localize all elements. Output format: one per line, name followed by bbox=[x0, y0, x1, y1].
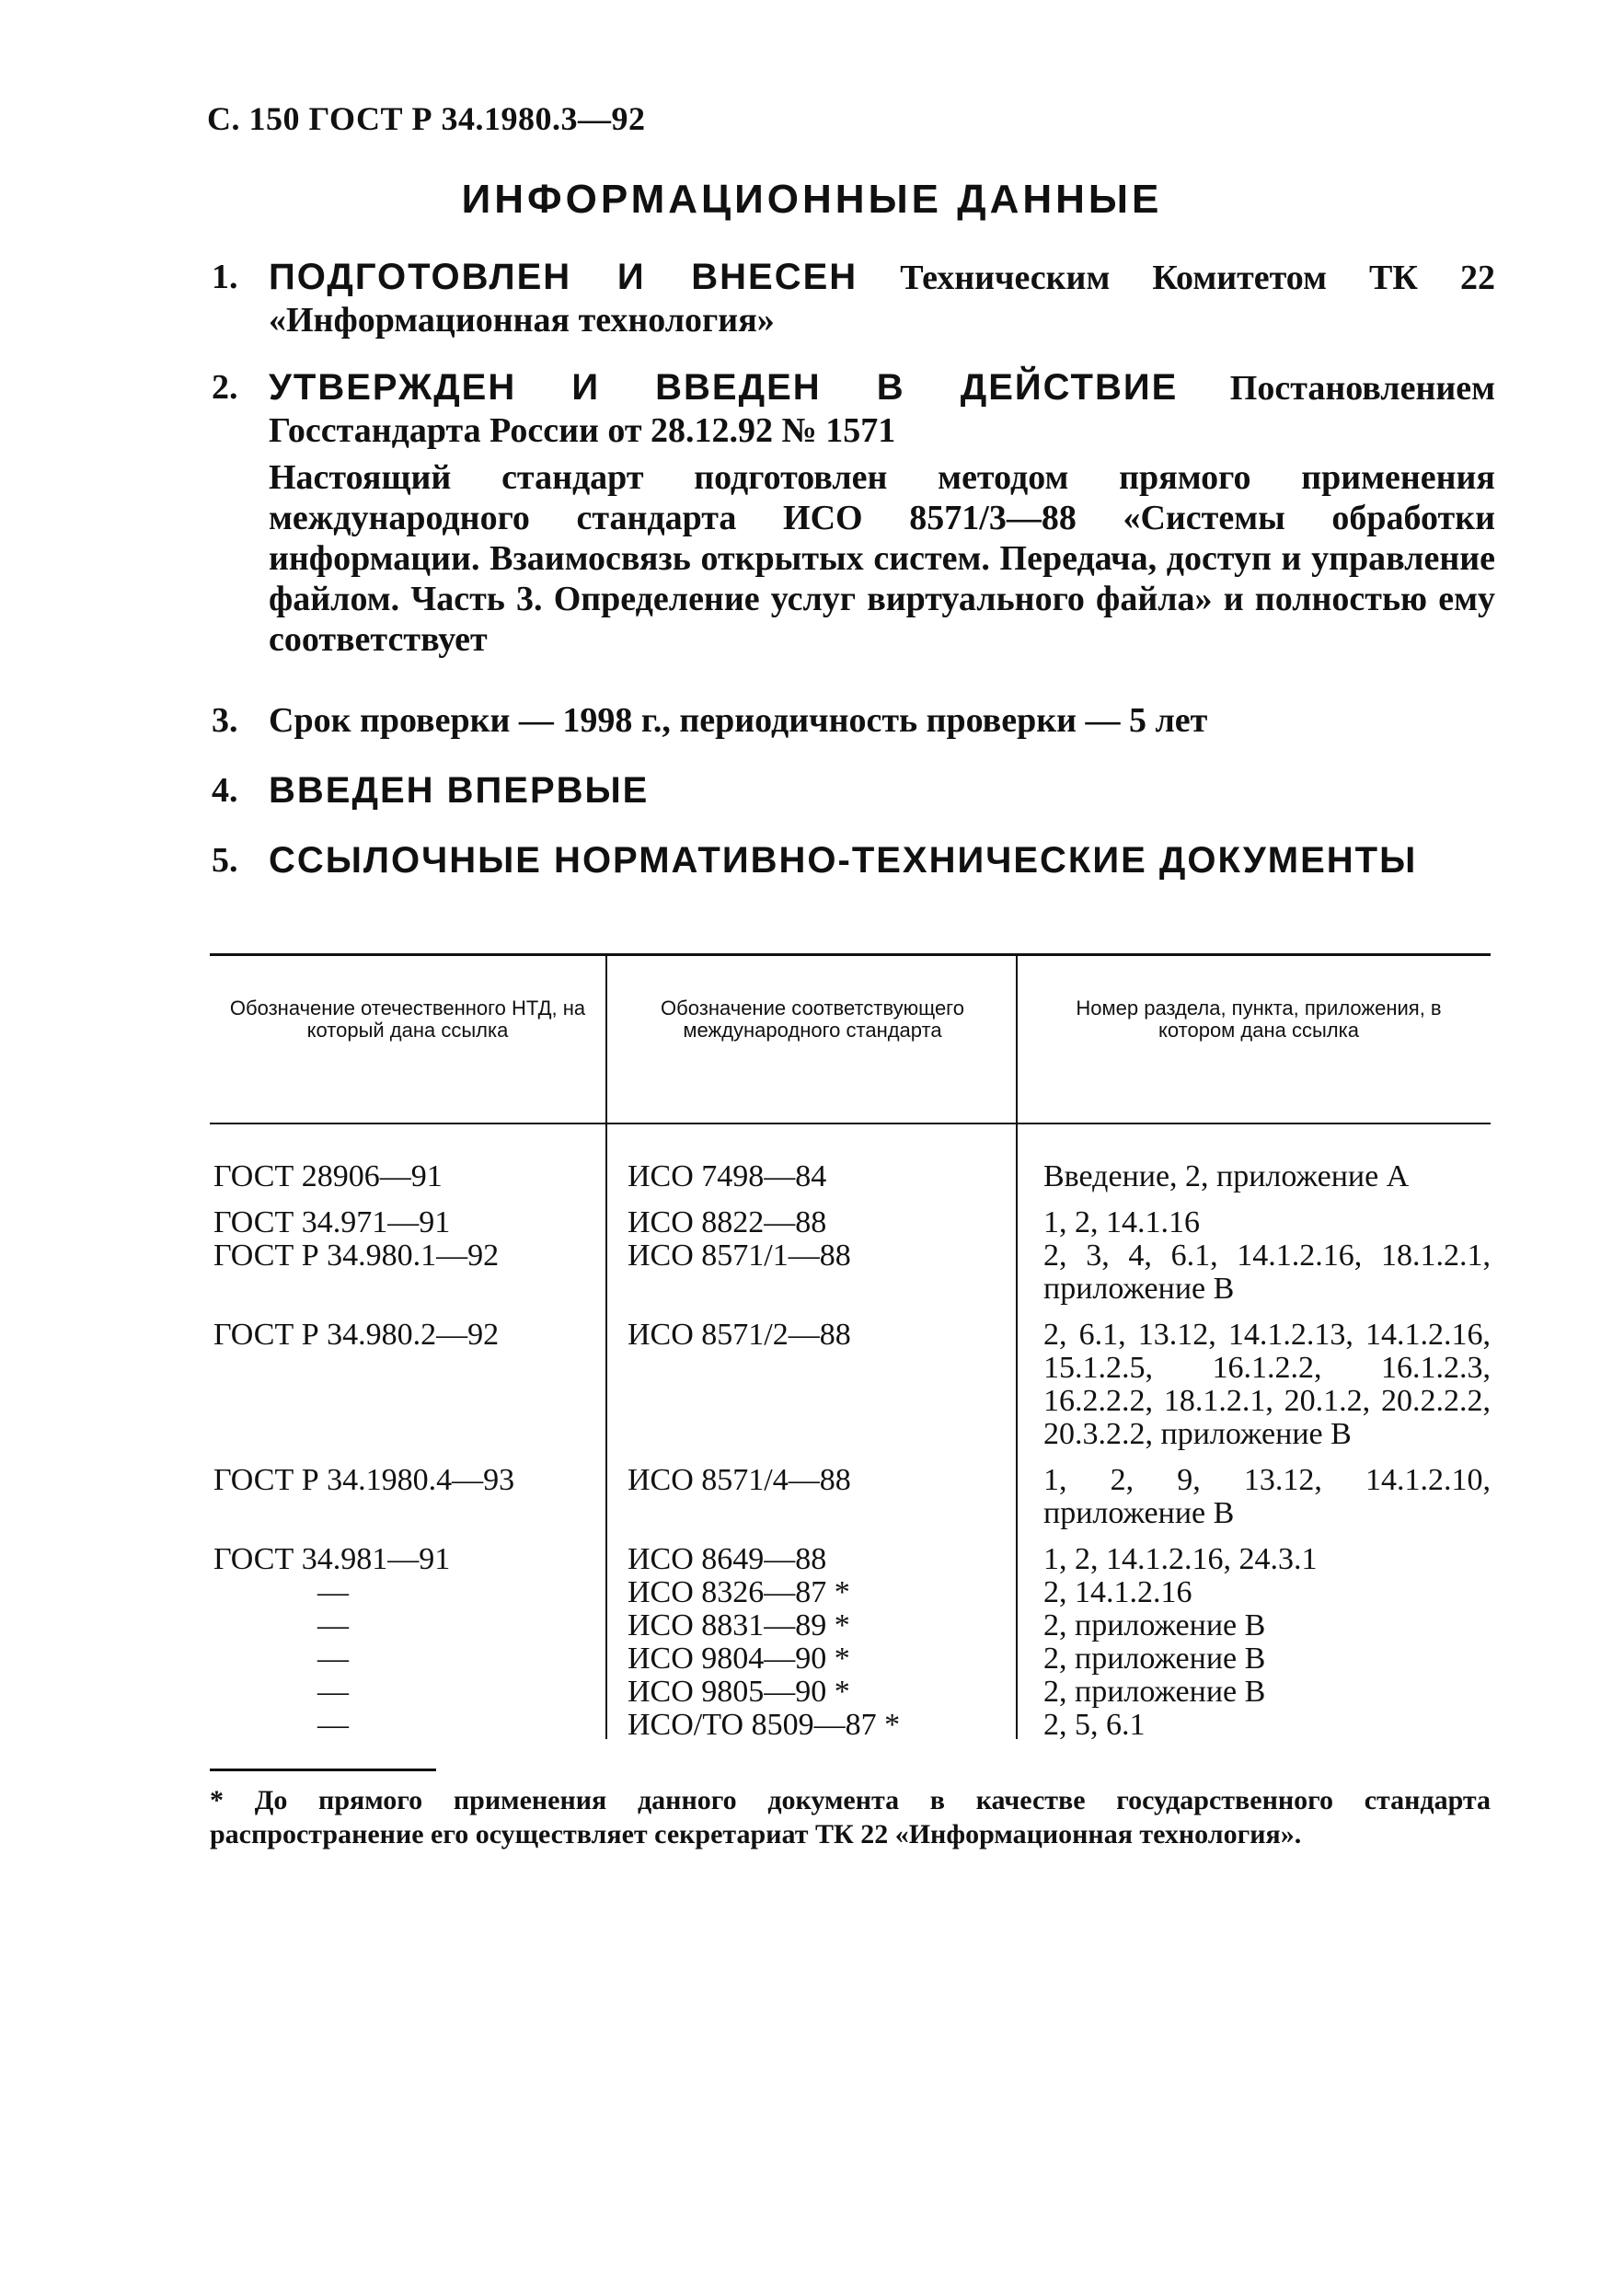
table-cell-ref: 1, 2, 9, 13.12, 14.1.2.10, приложение В bbox=[1043, 1463, 1491, 1530]
table-cell-gost: — bbox=[317, 1708, 349, 1742]
table-cell-gost: ГОСТ 34.971—91 bbox=[213, 1205, 451, 1239]
table-cell-ref: 2, приложение В bbox=[1043, 1642, 1266, 1676]
table-header-rule bbox=[210, 1123, 1491, 1124]
item-lead: ССЫЛОЧНЫЕ НОРМАТИВНО-ТЕХНИЧЕСКИЕ ДОКУМЕНТЫ bbox=[269, 840, 1418, 881]
table-row bbox=[210, 1576, 1491, 1609]
item-number: 5. bbox=[212, 841, 238, 880]
table-header-international: Обозначение соответствующего международного стандарта bbox=[661, 997, 964, 1042]
table-cell-iso: ИСО/ТО 8509—87 * bbox=[628, 1708, 901, 1742]
item-lead: ПОДГОТОВЛЕН И ВНЕСЕН bbox=[269, 257, 858, 297]
table-row bbox=[210, 1609, 1491, 1642]
table-cell-gost: — bbox=[317, 1642, 349, 1676]
item-text: Срок проверки — 1998 г., периодичность проверки — 5 лет bbox=[269, 701, 1208, 740]
table-row bbox=[210, 1160, 1491, 1193]
item-lead: ВВЕДЕН ВПЕРВЫЕ bbox=[269, 770, 650, 811]
table-cell-iso: ИСО 8571/4—88 bbox=[628, 1463, 851, 1497]
running-header: С. 150 ГОСТ Р 34.1980.3—92 bbox=[207, 100, 646, 137]
table-cell-ref: 2, 14.1.2.16 bbox=[1043, 1575, 1192, 1609]
item-number: 4. bbox=[212, 771, 238, 810]
footnote-rule bbox=[210, 1769, 436, 1771]
info-item-3 bbox=[212, 699, 1495, 742]
table-row bbox=[210, 1206, 1491, 1239]
reference-table bbox=[210, 953, 1491, 1742]
table-cell-gost: ГОСТ 28906—91 bbox=[213, 1159, 443, 1193]
table-cell-ref: 2, 5, 6.1 bbox=[1043, 1708, 1146, 1742]
table-cell-iso: ИСО 7498—84 bbox=[628, 1159, 827, 1193]
table-row bbox=[210, 1319, 1491, 1451]
table-row bbox=[210, 1709, 1491, 1742]
table-row bbox=[210, 1642, 1491, 1676]
item-number: 3. bbox=[212, 701, 238, 740]
info-item-2 bbox=[212, 366, 1495, 660]
table-cell-gost: — bbox=[317, 1608, 349, 1642]
table-cell-gost: ГОСТ Р 34.980.2—92 bbox=[213, 1318, 500, 1352]
table-cell-ref: 2, 3, 4, 6.1, 14.1.2.16, 18.1.2.1, приложение В bbox=[1043, 1239, 1491, 1306]
table-cell-ref: 1, 2, 14.1.16 bbox=[1043, 1205, 1200, 1239]
table-cell-iso: ИСО 8822—88 bbox=[628, 1205, 827, 1239]
table-cell-gost: ГОСТ Р 34.1980.4—93 bbox=[213, 1463, 515, 1497]
table-header-section: Номер раздела, пункта, приложения, в котором дана ссылка bbox=[1076, 997, 1442, 1042]
item-text: Постановлением Госстандарта России от 28.12.92 № 1571 bbox=[269, 369, 1496, 450]
table-cell-ref: 2, приложение В bbox=[1043, 1608, 1266, 1642]
info-item-5 bbox=[212, 839, 1495, 882]
item-number: 1. bbox=[212, 258, 238, 296]
table-cell-gost: ГОСТ 34.981—91 bbox=[213, 1542, 451, 1576]
table-cell-iso: ИСО 8326—87 * bbox=[628, 1575, 850, 1609]
table-top-rule bbox=[210, 953, 1491, 956]
table-header-domestic: Обозначение отечественного НТД, на который дана ссылка bbox=[229, 997, 586, 1042]
table-body bbox=[210, 1160, 1491, 1742]
table-cell-iso: ИСО 8571/1—88 bbox=[628, 1239, 851, 1273]
table-row bbox=[210, 1676, 1491, 1709]
table-cell-iso: ИСО 8571/2—88 bbox=[628, 1318, 851, 1352]
table-row bbox=[210, 1543, 1491, 1576]
table-cell-ref: 1, 2, 14.1.2.16, 24.3.1 bbox=[1043, 1542, 1318, 1576]
footnote: * До прямого применения данного документа в качестве государственного стандарта распространение его осуществляет секретариат ТК 22 «Информационная технология». bbox=[210, 1785, 1491, 1849]
table-cell-gost: — bbox=[317, 1675, 349, 1709]
table-row bbox=[210, 1464, 1491, 1530]
item-note: Настоящий стандарт подготовлен методом прямого применения международного стандарта ИСО 8571/3—88 «Системы обработки информации. Взаимосвязь открытых систем. Передача, доступ и управление файлом. Часть 3. Определение услуг виртуального файла» и полностью ему соответствует bbox=[269, 458, 1495, 659]
table-cell-gost: ГОСТ Р 34.980.1—92 bbox=[213, 1239, 500, 1273]
table-cell-ref: 2, приложение В bbox=[1043, 1675, 1266, 1709]
table-cell-iso: ИСО 8831—89 * bbox=[628, 1608, 850, 1642]
info-item-1 bbox=[212, 256, 1495, 341]
table-cell-gost: — bbox=[317, 1575, 349, 1609]
table-cell-iso: ИСО 8649—88 bbox=[628, 1542, 827, 1576]
table-cell-ref: 2, 6.1, 13.12, 14.1.2.13, 14.1.2.16, 15.1.2.5, 16.1.2.2, 16.1.2.3, 16.2.2.2, 18.1.2.1, 20.1.2, 20.2.2.2, 20.3.2.2, приложение В bbox=[1043, 1318, 1491, 1451]
item-number: 2. bbox=[212, 368, 238, 407]
table-cell-iso: ИСО 9804—90 * bbox=[628, 1642, 850, 1676]
page-title: ИНФОРМАЦИОННЫЕ ДАННЫЕ bbox=[461, 177, 1163, 222]
item-text: Техническим Комитетом ТК 22 «Информационная технология» bbox=[269, 259, 1495, 340]
table-row bbox=[210, 1239, 1491, 1306]
item-lead: УТВЕРЖДЕН И ВВЕДЕН В ДЕЙСТВИЕ bbox=[269, 367, 1179, 408]
table-cell-iso: ИСО 9805—90 * bbox=[628, 1675, 850, 1709]
table-cell-ref: Введение, 2, приложение А bbox=[1043, 1159, 1410, 1193]
info-item-4 bbox=[212, 769, 1495, 812]
